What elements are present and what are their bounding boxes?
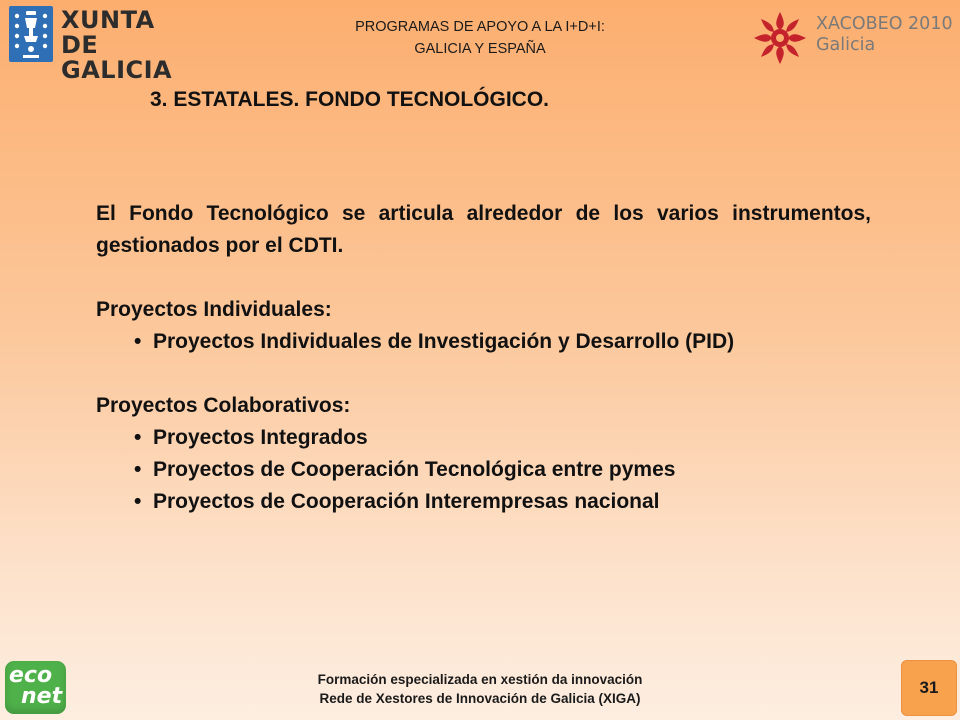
header-title [240,16,720,60]
page-number-badge: 31 [901,660,957,716]
econet-logo-part1: eco [9,663,53,688]
list-item [96,486,871,518]
list-item-text: Proyectos Integrados [153,426,368,449]
section-heading-collaborative: Proyectos Colaborativos: [96,394,351,417]
list-item [96,454,871,486]
list-item-text: Proyectos Individuales de Investigación y Desarrollo (PID) [153,330,735,353]
xacobeo-logo-text [816,14,953,56]
bullet-icon: • [134,330,142,353]
list-item-text: Proyectos de Cooperación Tecnológica entre pymes [153,458,676,481]
econet-logo-part2: net [21,684,63,709]
slide-title: 3. ESTATALES. FONDO TECNOLÓGICO. [150,88,550,111]
bullet-icon: • [134,458,142,481]
individual-projects-list [96,326,871,358]
xunta-logo [9,6,189,84]
header-title-line1: PROGRAMAS DE APOYO A LA I+D+I: [355,19,605,35]
header-title-line2: GALICIA Y ESPAÑA [414,41,546,57]
list-item-text: Proyectos de Cooperación Interempresas nacional [153,490,660,513]
xunta-logo-text [61,8,189,83]
econet-logo [5,661,66,714]
section-heading-individual: Proyectos Individuales: [96,298,332,321]
xunta-logo-line2: DE GALICIA [61,31,173,84]
xacobeo-logo-line1: XACOBEO 2010 [816,14,953,34]
xacobeo-logo [752,8,957,68]
footer-line2: Rede de Xestores de Innovación de Galicia (XIGA) [319,691,641,706]
xacobeo-logo-line2: Galicia [816,35,876,55]
xacobeo-emblem-icon [752,10,808,66]
list-item [96,326,871,358]
footer-line1: Formación especializada en xestión da innovación [317,672,643,687]
intro-paragraph: El Fondo Tecnológico se articula alrededor de los varios instrumentos, gestionados por el CDTI. [96,202,871,257]
xunta-logo-line1: XUNTA [61,6,155,34]
footer-text [240,670,720,708]
bullet-icon: • [134,426,142,449]
list-item [96,422,871,454]
collaborative-projects-list [96,422,871,518]
slide-content [96,198,871,518]
galicia-shield-icon [9,6,53,62]
bullet-icon: • [134,490,142,513]
